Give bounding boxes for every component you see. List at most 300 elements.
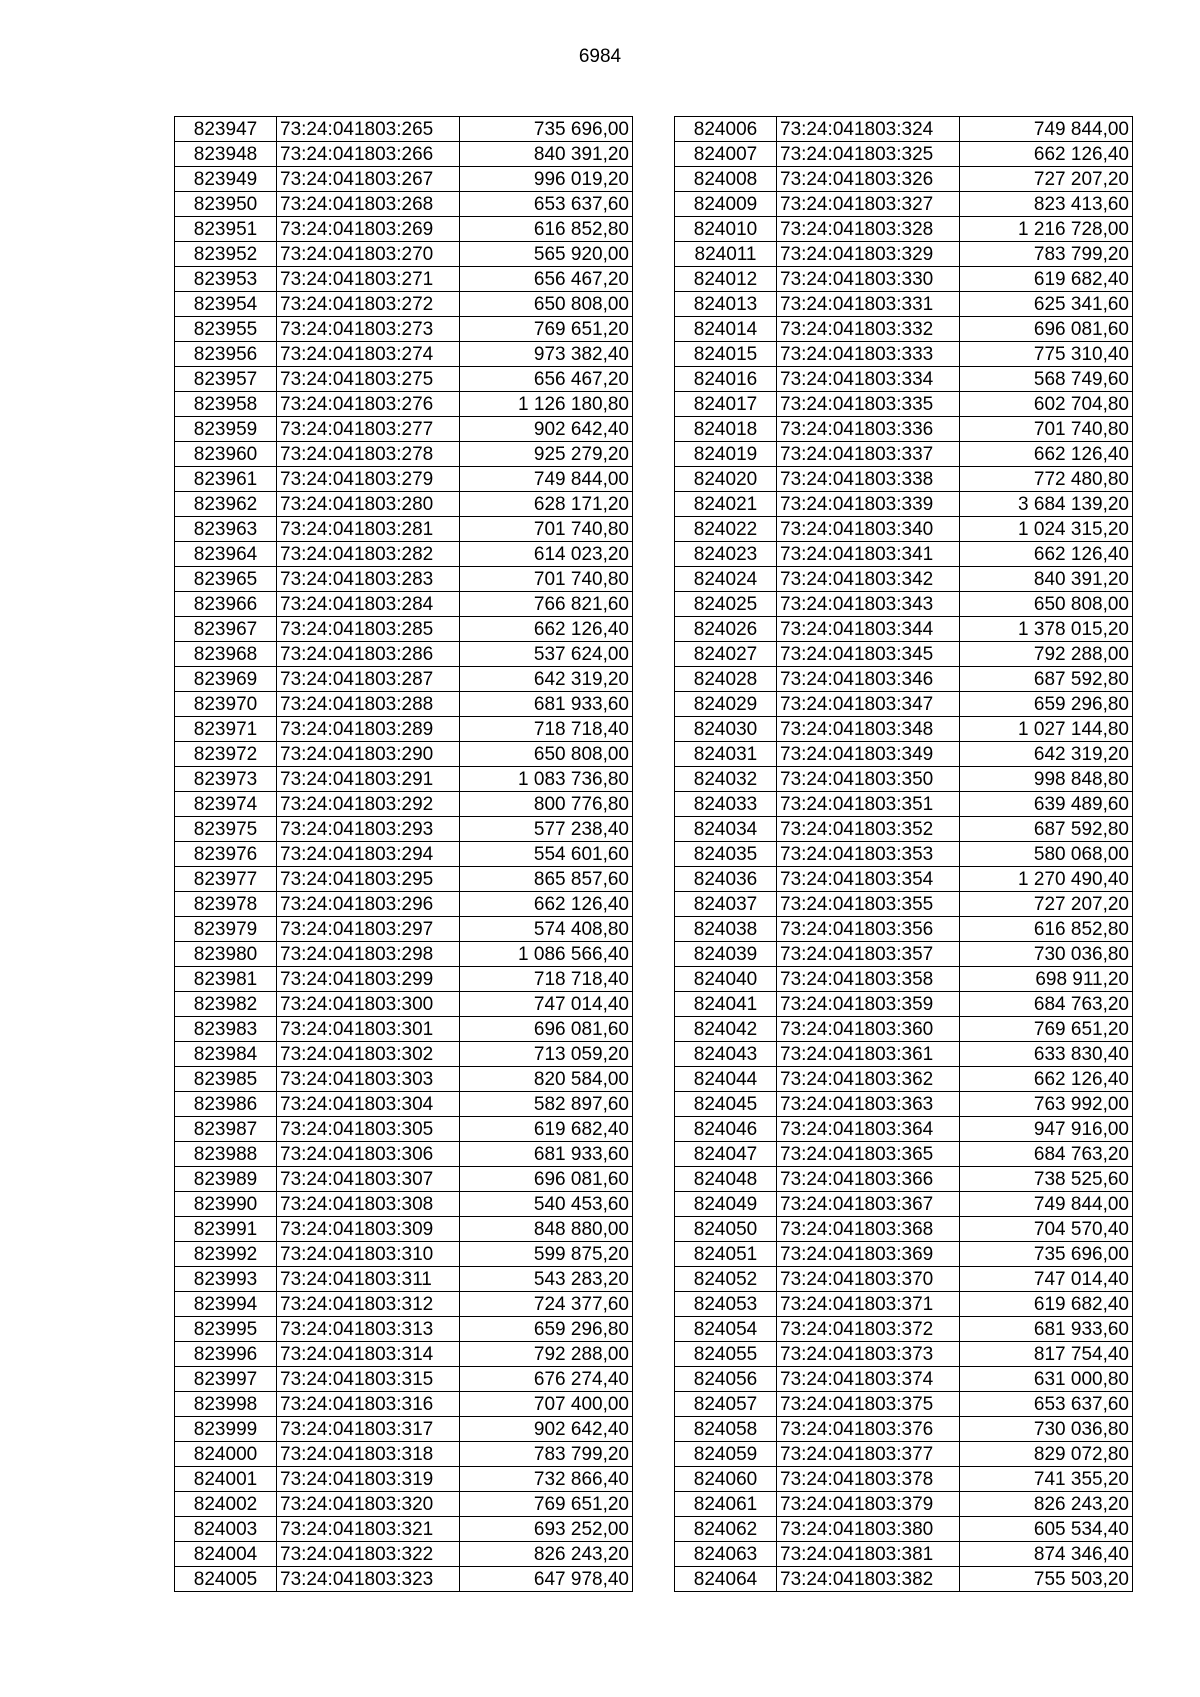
cadastral-value-cell: 701 740,80 xyxy=(960,417,1133,442)
record-number-cell: 823967 xyxy=(175,617,277,642)
record-number-cell: 824034 xyxy=(675,817,777,842)
cadastral-value-cell: 727 207,20 xyxy=(960,892,1133,917)
cadastral-value-cell: 599 875,20 xyxy=(460,1242,633,1267)
cadastral-number-cell: 73:24:041803:275 xyxy=(277,367,460,392)
cadastral-number-cell: 73:24:041803:299 xyxy=(277,967,460,992)
table-row xyxy=(675,167,1133,192)
record-number-cell: 824011 xyxy=(675,242,777,267)
table-row xyxy=(175,142,633,167)
record-number-cell: 823968 xyxy=(175,642,277,667)
record-number-cell: 823954 xyxy=(175,292,277,317)
table-row xyxy=(675,1267,1133,1292)
cadastral-number-cell: 73:24:041803:274 xyxy=(277,342,460,367)
cadastral-number-cell: 73:24:041803:331 xyxy=(777,292,960,317)
table-row xyxy=(675,517,1133,542)
record-number-cell: 824050 xyxy=(675,1217,777,1242)
record-number-cell: 823986 xyxy=(175,1092,277,1117)
cadastral-number-cell: 73:24:041803:315 xyxy=(277,1367,460,1392)
cadastral-number-cell: 73:24:041803:284 xyxy=(277,592,460,617)
record-number-cell: 824013 xyxy=(675,292,777,317)
record-number-cell: 823997 xyxy=(175,1367,277,1392)
record-number-cell: 824038 xyxy=(675,917,777,942)
record-number-cell: 824012 xyxy=(675,267,777,292)
cadastral-value-cell: 741 355,20 xyxy=(960,1467,1133,1492)
record-number-cell: 824005 xyxy=(175,1567,277,1592)
table-row xyxy=(175,867,633,892)
cadastral-number-cell: 73:24:041803:356 xyxy=(777,917,960,942)
cadastral-number-cell: 73:24:041803:339 xyxy=(777,492,960,517)
table-row xyxy=(675,542,1133,567)
table-row xyxy=(675,367,1133,392)
record-number-cell: 823992 xyxy=(175,1242,277,1267)
cadastral-number-cell: 73:24:041803:336 xyxy=(777,417,960,442)
record-number-cell: 824031 xyxy=(675,742,777,767)
table-row xyxy=(675,1117,1133,1142)
record-number-cell: 824042 xyxy=(675,1017,777,1042)
table-row xyxy=(175,292,633,317)
cadastral-number-cell: 73:24:041803:369 xyxy=(777,1242,960,1267)
record-number-cell: 823993 xyxy=(175,1267,277,1292)
cadastral-number-cell: 73:24:041803:352 xyxy=(777,817,960,842)
cadastral-number-cell: 73:24:041803:366 xyxy=(777,1167,960,1192)
cadastral-value-cell: 580 068,00 xyxy=(960,842,1133,867)
table-row xyxy=(175,1092,633,1117)
table-row xyxy=(675,1192,1133,1217)
cadastral-number-cell: 73:24:041803:340 xyxy=(777,517,960,542)
cadastral-number-cell: 73:24:041803:363 xyxy=(777,1092,960,1117)
cadastral-value-cell: 730 036,80 xyxy=(960,1417,1133,1442)
cadastral-number-cell: 73:24:041803:313 xyxy=(277,1317,460,1342)
cadastral-value-cell: 684 763,20 xyxy=(960,1142,1133,1167)
record-number-cell: 823949 xyxy=(175,167,277,192)
table-row xyxy=(675,667,1133,692)
table-row xyxy=(675,267,1133,292)
record-number-cell: 823956 xyxy=(175,342,277,367)
cadastral-value-cell: 718 718,40 xyxy=(460,967,633,992)
table-row xyxy=(175,892,633,917)
table-row xyxy=(175,1042,633,1067)
record-number-cell: 824006 xyxy=(675,117,777,142)
record-number-cell: 823991 xyxy=(175,1217,277,1242)
cadastral-value-cell: 662 126,40 xyxy=(460,892,633,917)
cadastral-value-cell: 701 740,80 xyxy=(460,517,633,542)
cadastral-number-cell: 73:24:041803:301 xyxy=(277,1017,460,1042)
cadastral-value-cell: 681 933,60 xyxy=(960,1317,1133,1342)
cadastral-value-cell: 650 808,00 xyxy=(460,742,633,767)
table-row xyxy=(175,367,633,392)
cadastral-value-cell: 1 024 315,20 xyxy=(960,517,1133,542)
cadastral-number-cell: 73:24:041803:360 xyxy=(777,1017,960,1042)
table-row xyxy=(175,1017,633,1042)
record-number-cell: 823971 xyxy=(175,717,277,742)
record-number-cell: 823989 xyxy=(175,1167,277,1192)
record-number-cell: 823972 xyxy=(175,742,277,767)
record-number-cell: 824010 xyxy=(675,217,777,242)
cadastral-value-cell: 1 216 728,00 xyxy=(960,217,1133,242)
cadastral-value-cell: 616 852,80 xyxy=(460,217,633,242)
cadastral-value-cell: 749 844,00 xyxy=(960,117,1133,142)
cadastral-number-cell: 73:24:041803:272 xyxy=(277,292,460,317)
table-row xyxy=(675,292,1133,317)
record-number-cell: 823959 xyxy=(175,417,277,442)
table-row xyxy=(175,467,633,492)
record-number-cell: 823948 xyxy=(175,142,277,167)
cadastral-number-cell: 73:24:041803:294 xyxy=(277,842,460,867)
cadastral-number-cell: 73:24:041803:305 xyxy=(277,1117,460,1142)
cadastral-value-cell: 662 126,40 xyxy=(960,142,1133,167)
cadastral-value-cell: 1 126 180,80 xyxy=(460,392,633,417)
cadastral-number-cell: 73:24:041803:370 xyxy=(777,1267,960,1292)
table-row xyxy=(175,1217,633,1242)
cadastral-number-cell: 73:24:041803:295 xyxy=(277,867,460,892)
record-number-cell: 823970 xyxy=(175,692,277,717)
cadastral-number-cell: 73:24:041803:376 xyxy=(777,1417,960,1442)
record-number-cell: 823966 xyxy=(175,592,277,617)
table-row xyxy=(675,492,1133,517)
record-number-cell: 824061 xyxy=(675,1492,777,1517)
table-row xyxy=(175,1517,633,1542)
record-number-cell: 824028 xyxy=(675,667,777,692)
table-row xyxy=(175,1442,633,1467)
cadastral-number-cell: 73:24:041803:300 xyxy=(277,992,460,1017)
table-row xyxy=(675,942,1133,967)
right-table xyxy=(674,116,1133,1592)
cadastral-number-cell: 73:24:041803:374 xyxy=(777,1367,960,1392)
cadastral-number-cell: 73:24:041803:298 xyxy=(277,942,460,967)
cadastral-value-cell: 769 651,20 xyxy=(460,317,633,342)
cadastral-value-cell: 568 749,60 xyxy=(960,367,1133,392)
table-row xyxy=(175,1492,633,1517)
cadastral-number-cell: 73:24:041803:309 xyxy=(277,1217,460,1242)
table-row xyxy=(175,692,633,717)
cadastral-value-cell: 577 238,40 xyxy=(460,817,633,842)
record-number-cell: 824043 xyxy=(675,1042,777,1067)
table-row xyxy=(675,1317,1133,1342)
cadastral-value-cell: 749 844,00 xyxy=(460,467,633,492)
page-number: 6984 xyxy=(578,46,622,67)
cadastral-number-cell: 73:24:041803:271 xyxy=(277,267,460,292)
cadastral-value-cell: 633 830,40 xyxy=(960,1042,1133,1067)
cadastral-value-cell: 653 637,60 xyxy=(960,1392,1133,1417)
cadastral-number-cell: 73:24:041803:282 xyxy=(277,542,460,567)
table-row xyxy=(175,417,633,442)
table-row xyxy=(675,317,1133,342)
table-row xyxy=(175,192,633,217)
record-number-cell: 824039 xyxy=(675,942,777,967)
table-row xyxy=(175,992,633,1017)
table-row xyxy=(175,1317,633,1342)
cadastral-number-cell: 73:24:041803:276 xyxy=(277,392,460,417)
table-row xyxy=(175,1417,633,1442)
record-number-cell: 824025 xyxy=(675,592,777,617)
cadastral-value-cell: 687 592,80 xyxy=(960,817,1133,842)
cadastral-number-cell: 73:24:041803:266 xyxy=(277,142,460,167)
record-number-cell: 823984 xyxy=(175,1042,277,1067)
record-number-cell: 823974 xyxy=(175,792,277,817)
cadastral-value-cell: 628 171,20 xyxy=(460,492,633,517)
record-number-cell: 824002 xyxy=(175,1492,277,1517)
record-number-cell: 824024 xyxy=(675,567,777,592)
record-number-cell: 824041 xyxy=(675,992,777,1017)
table-row xyxy=(675,1067,1133,1092)
cadastral-number-cell: 73:24:041803:365 xyxy=(777,1142,960,1167)
table-row xyxy=(675,842,1133,867)
cadastral-value-cell: 537 624,00 xyxy=(460,642,633,667)
cadastral-value-cell: 769 651,20 xyxy=(960,1017,1133,1042)
cadastral-number-cell: 73:24:041803:307 xyxy=(277,1167,460,1192)
cadastral-value-cell: 707 400,00 xyxy=(460,1392,633,1417)
table-row xyxy=(675,1367,1133,1392)
cadastral-number-cell: 73:24:041803:353 xyxy=(777,842,960,867)
record-number-cell: 824046 xyxy=(675,1117,777,1142)
cadastral-value-cell: 724 377,60 xyxy=(460,1292,633,1317)
cadastral-number-cell: 73:24:041803:378 xyxy=(777,1467,960,1492)
cadastral-value-cell: 656 467,20 xyxy=(460,367,633,392)
cadastral-value-cell: 826 243,20 xyxy=(460,1542,633,1567)
record-number-cell: 823951 xyxy=(175,217,277,242)
cadastral-number-cell: 73:24:041803:342 xyxy=(777,567,960,592)
table-row xyxy=(175,917,633,942)
cadastral-number-cell: 73:24:041803:344 xyxy=(777,617,960,642)
record-number-cell: 824040 xyxy=(675,967,777,992)
cadastral-number-cell: 73:24:041803:279 xyxy=(277,467,460,492)
cadastral-number-cell: 73:24:041803:328 xyxy=(777,217,960,242)
record-number-cell: 823947 xyxy=(175,117,277,142)
record-number-cell: 823955 xyxy=(175,317,277,342)
cadastral-number-cell: 73:24:041803:358 xyxy=(777,967,960,992)
cadastral-number-cell: 73:24:041803:327 xyxy=(777,192,960,217)
table-row xyxy=(175,542,633,567)
cadastral-number-cell: 73:24:041803:323 xyxy=(277,1567,460,1592)
cadastral-value-cell: 650 808,00 xyxy=(960,592,1133,617)
table-row xyxy=(675,142,1133,167)
record-number-cell: 824001 xyxy=(175,1467,277,1492)
record-number-cell: 823961 xyxy=(175,467,277,492)
cadastral-number-cell: 73:24:041803:293 xyxy=(277,817,460,842)
table-row xyxy=(675,642,1133,667)
cadastral-number-cell: 73:24:041803:304 xyxy=(277,1092,460,1117)
cadastral-value-cell: 772 480,80 xyxy=(960,467,1133,492)
table-row xyxy=(675,1017,1133,1042)
record-number-cell: 824020 xyxy=(675,467,777,492)
record-number-cell: 824048 xyxy=(675,1167,777,1192)
cadastral-number-cell: 73:24:041803:316 xyxy=(277,1392,460,1417)
cadastral-number-cell: 73:24:041803:280 xyxy=(277,492,460,517)
cadastral-number-cell: 73:24:041803:296 xyxy=(277,892,460,917)
cadastral-value-cell: 662 126,40 xyxy=(960,442,1133,467)
cadastral-value-cell: 619 682,40 xyxy=(960,267,1133,292)
table-row xyxy=(675,1242,1133,1267)
cadastral-value-cell: 616 852,80 xyxy=(960,917,1133,942)
table-row xyxy=(675,1517,1133,1542)
left-table-body xyxy=(175,117,633,1592)
cadastral-number-cell: 73:24:041803:350 xyxy=(777,767,960,792)
cadastral-number-cell: 73:24:041803:375 xyxy=(777,1392,960,1417)
cadastral-number-cell: 73:24:041803:310 xyxy=(277,1242,460,1267)
cadastral-value-cell: 662 126,40 xyxy=(960,542,1133,567)
record-number-cell: 824057 xyxy=(675,1392,777,1417)
cadastral-value-cell: 996 019,20 xyxy=(460,167,633,192)
table-row xyxy=(175,967,633,992)
record-number-cell: 824045 xyxy=(675,1092,777,1117)
right-table-body xyxy=(675,117,1133,1592)
cadastral-number-cell: 73:24:041803:349 xyxy=(777,742,960,767)
cadastral-value-cell: 1 086 566,40 xyxy=(460,942,633,967)
table-row xyxy=(175,442,633,467)
record-number-cell: 824014 xyxy=(675,317,777,342)
table-row xyxy=(675,117,1133,142)
record-number-cell: 824060 xyxy=(675,1467,777,1492)
table-row xyxy=(675,242,1133,267)
table-row xyxy=(175,767,633,792)
table-row xyxy=(675,1292,1133,1317)
record-number-cell: 824033 xyxy=(675,792,777,817)
cadastral-number-cell: 73:24:041803:303 xyxy=(277,1067,460,1092)
cadastral-value-cell: 1 083 736,80 xyxy=(460,767,633,792)
cadastral-number-cell: 73:24:041803:268 xyxy=(277,192,460,217)
record-number-cell: 824017 xyxy=(675,392,777,417)
cadastral-number-cell: 73:24:041803:317 xyxy=(277,1417,460,1442)
cadastral-value-cell: 693 252,00 xyxy=(460,1517,633,1542)
record-number-cell: 824064 xyxy=(675,1567,777,1592)
cadastral-value-cell: 647 978,40 xyxy=(460,1567,633,1592)
cadastral-number-cell: 73:24:041803:357 xyxy=(777,942,960,967)
cadastral-number-cell: 73:24:041803:265 xyxy=(277,117,460,142)
record-number-cell: 824008 xyxy=(675,167,777,192)
cadastral-value-cell: 848 880,00 xyxy=(460,1217,633,1242)
table-row xyxy=(175,842,633,867)
cadastral-number-cell: 73:24:041803:361 xyxy=(777,1042,960,1067)
cadastral-value-cell: 681 933,60 xyxy=(460,692,633,717)
cadastral-number-cell: 73:24:041803:278 xyxy=(277,442,460,467)
cadastral-value-cell: 602 704,80 xyxy=(960,392,1133,417)
table-row xyxy=(675,1567,1133,1592)
record-number-cell: 824022 xyxy=(675,517,777,542)
record-number-cell: 823950 xyxy=(175,192,277,217)
cadastral-number-cell: 73:24:041803:277 xyxy=(277,417,460,442)
cadastral-number-cell: 73:24:041803:322 xyxy=(277,1542,460,1567)
record-number-cell: 824035 xyxy=(675,842,777,867)
table-row xyxy=(675,392,1133,417)
record-number-cell: 824059 xyxy=(675,1442,777,1467)
cadastral-value-cell: 631 000,80 xyxy=(960,1367,1133,1392)
cadastral-number-cell: 73:24:041803:379 xyxy=(777,1492,960,1517)
cadastral-value-cell: 662 126,40 xyxy=(960,1067,1133,1092)
table-row xyxy=(175,1142,633,1167)
table-row xyxy=(175,317,633,342)
cadastral-value-cell: 792 288,00 xyxy=(960,642,1133,667)
cadastral-value-cell: 998 848,80 xyxy=(960,767,1133,792)
table-row xyxy=(175,817,633,842)
cadastral-number-cell: 73:24:041803:355 xyxy=(777,892,960,917)
cadastral-number-cell: 73:24:041803:333 xyxy=(777,342,960,367)
cadastral-value-cell: 650 808,00 xyxy=(460,292,633,317)
cadastral-value-cell: 865 857,60 xyxy=(460,867,633,892)
cadastral-number-cell: 73:24:041803:382 xyxy=(777,1567,960,1592)
table-row xyxy=(675,717,1133,742)
cadastral-value-cell: 698 911,20 xyxy=(960,967,1133,992)
record-number-cell: 823975 xyxy=(175,817,277,842)
table-row xyxy=(175,667,633,692)
cadastral-value-cell: 1 378 015,20 xyxy=(960,617,1133,642)
table-row xyxy=(675,567,1133,592)
cadastral-value-cell: 775 310,40 xyxy=(960,342,1133,367)
cadastral-value-cell: 614 023,20 xyxy=(460,542,633,567)
record-number-cell: 823973 xyxy=(175,767,277,792)
cadastral-value-cell: 973 382,40 xyxy=(460,342,633,367)
cadastral-value-cell: 696 081,60 xyxy=(960,317,1133,342)
cadastral-value-cell: 947 916,00 xyxy=(960,1117,1133,1142)
table-row xyxy=(675,442,1133,467)
cadastral-number-cell: 73:24:041803:267 xyxy=(277,167,460,192)
cadastral-value-cell: 3 684 139,20 xyxy=(960,492,1133,517)
record-number-cell: 824032 xyxy=(675,767,777,792)
record-number-cell: 824044 xyxy=(675,1067,777,1092)
record-number-cell: 823976 xyxy=(175,842,277,867)
table-row xyxy=(675,592,1133,617)
table-row xyxy=(175,1567,633,1592)
record-number-cell: 824015 xyxy=(675,342,777,367)
cadastral-number-cell: 73:24:041803:312 xyxy=(277,1292,460,1317)
cadastral-number-cell: 73:24:041803:286 xyxy=(277,642,460,667)
record-number-cell: 824021 xyxy=(675,492,777,517)
cadastral-value-cell: 732 866,40 xyxy=(460,1467,633,1492)
table-row xyxy=(675,867,1133,892)
cadastral-value-cell: 763 992,00 xyxy=(960,1092,1133,1117)
table-row xyxy=(675,1042,1133,1067)
cadastral-value-cell: 653 637,60 xyxy=(460,192,633,217)
record-number-cell: 824052 xyxy=(675,1267,777,1292)
cadastral-number-cell: 73:24:041803:297 xyxy=(277,917,460,942)
table-row xyxy=(175,642,633,667)
table-row xyxy=(175,717,633,742)
cadastral-number-cell: 73:24:041803:281 xyxy=(277,517,460,542)
cadastral-value-cell: 625 341,60 xyxy=(960,292,1133,317)
cadastral-value-cell: 619 682,40 xyxy=(460,1117,633,1142)
cadastral-number-cell: 73:24:041803:273 xyxy=(277,317,460,342)
record-number-cell: 823963 xyxy=(175,517,277,542)
cadastral-value-cell: 735 696,00 xyxy=(460,117,633,142)
table-row xyxy=(675,1142,1133,1167)
cadastral-value-cell: 826 243,20 xyxy=(960,1492,1133,1517)
cadastral-number-cell: 73:24:041803:348 xyxy=(777,717,960,742)
record-number-cell: 823957 xyxy=(175,367,277,392)
table-row xyxy=(175,1067,633,1092)
cadastral-value-cell: 554 601,60 xyxy=(460,842,633,867)
record-number-cell: 824007 xyxy=(675,142,777,167)
table-row xyxy=(675,1542,1133,1567)
table-row xyxy=(675,217,1133,242)
cadastral-number-cell: 73:24:041803:381 xyxy=(777,1542,960,1567)
cadastral-value-cell: 783 799,20 xyxy=(960,242,1133,267)
cadastral-value-cell: 730 036,80 xyxy=(960,942,1133,967)
cadastral-value-cell: 574 408,80 xyxy=(460,917,633,942)
cadastral-number-cell: 73:24:041803:308 xyxy=(277,1192,460,1217)
record-number-cell: 824016 xyxy=(675,367,777,392)
cadastral-number-cell: 73:24:041803:311 xyxy=(277,1267,460,1292)
cadastral-number-cell: 73:24:041803:345 xyxy=(777,642,960,667)
cadastral-number-cell: 73:24:041803:292 xyxy=(277,792,460,817)
cadastral-value-cell: 820 584,00 xyxy=(460,1067,633,1092)
table-row xyxy=(175,617,633,642)
record-number-cell: 823979 xyxy=(175,917,277,942)
table-row xyxy=(175,492,633,517)
cadastral-number-cell: 73:24:041803:326 xyxy=(777,167,960,192)
table-row xyxy=(175,1392,633,1417)
table-row xyxy=(175,942,633,967)
cadastral-value-cell: 713 059,20 xyxy=(460,1042,633,1067)
record-number-cell: 824037 xyxy=(675,892,777,917)
